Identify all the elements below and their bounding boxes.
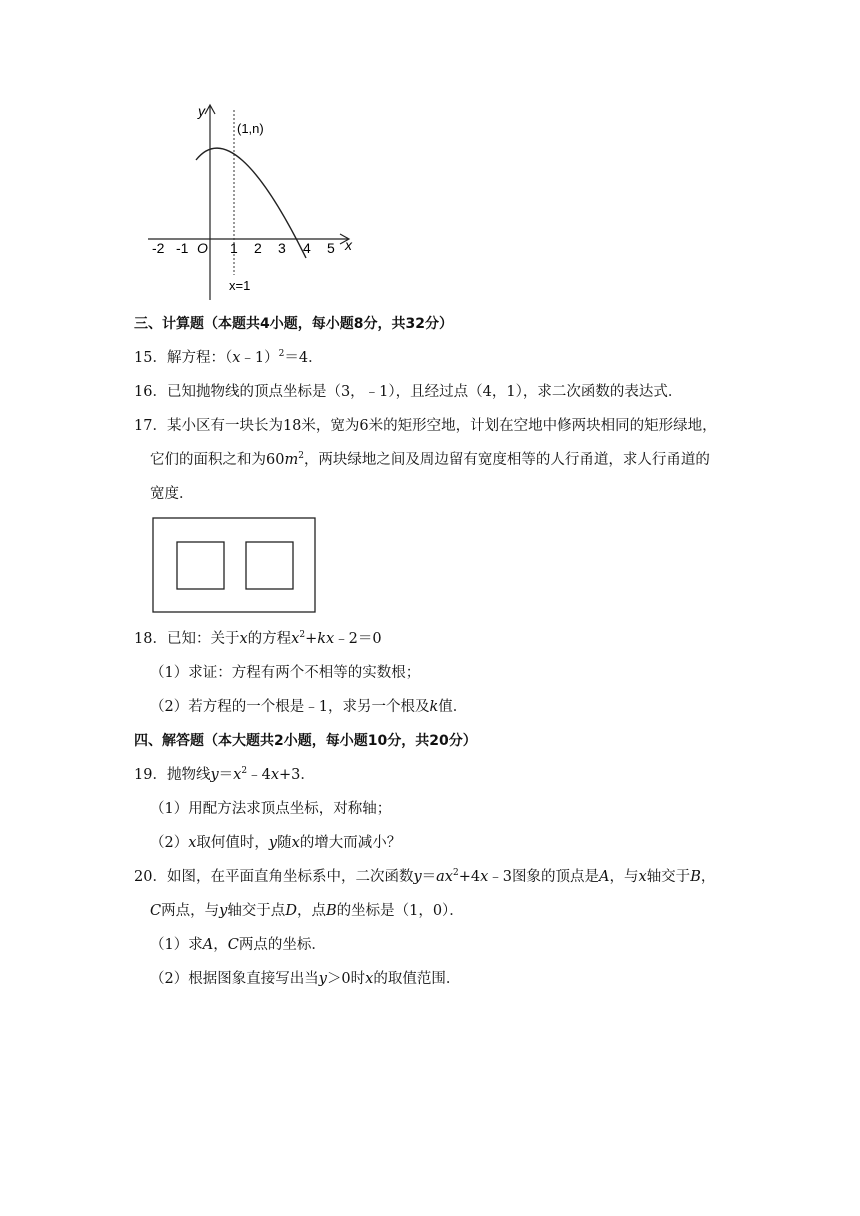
question-19-part-1: （1）用配方法求顶点坐标，对称轴； bbox=[150, 801, 392, 817]
x-tick-label: -2 bbox=[152, 240, 165, 256]
x-tick-label: 5 bbox=[327, 240, 335, 256]
question-20-part-2: （2）根据图象直接写出当y＞0时x的取值范围． bbox=[150, 971, 461, 987]
symmetry-label: x=1 bbox=[229, 278, 251, 293]
green-plot-left bbox=[177, 542, 224, 589]
question-15: 15．解方程：（x﹣1）$^2$＝4． bbox=[134, 349, 323, 366]
question-20-part-1: （1）求A，C两点的坐标． bbox=[150, 937, 326, 953]
vertex-label: (1,n) bbox=[237, 121, 264, 136]
question-20-line-1: 20．如图，在平面直角坐标系中，二次函数$y=ax^2+4x﹣3$图象的顶点是A，与x轴交于B， bbox=[134, 868, 716, 885]
rectangle-diagram bbox=[152, 517, 318, 615]
question-16: 16．已知抛物线的顶点坐标是（3，﹣1），且经过点（4，1），求二次函数的表达式． bbox=[134, 384, 683, 400]
section-four-heading: 四、解答题（本大题共2小题，每小题10分，共20分） bbox=[134, 733, 477, 749]
question-19-part-2: （2）x取何值时，y随x的增大而减小？ bbox=[150, 835, 402, 851]
parabola-graph bbox=[140, 100, 360, 300]
origin-label: O bbox=[197, 240, 208, 256]
question-17-line-1: 17．某小区有一块长为18米，宽为6米的矩形空地，计划在空地中修两块相同的矩形绿地， bbox=[134, 418, 717, 434]
question-18-part-2: （2）若方程的一个根是﹣1，求另一个根及k值． bbox=[150, 699, 468, 715]
question-17-line-3: 宽度． bbox=[150, 486, 194, 502]
x-tick-label: -1 bbox=[176, 240, 189, 256]
question-17-line-2: 它们的面积之和为$60m^2$，两块绿地之间及周边留有宽度相等的人行甬道，求人行甬道的 bbox=[150, 451, 710, 468]
question-20-line-2: C两点，与y轴交于点D，点B的坐标是（1，0）． bbox=[150, 903, 464, 919]
parabola-curve bbox=[196, 148, 306, 258]
question-19: 19．抛物线$y=x^2﹣4x+3$． bbox=[134, 766, 315, 783]
x-tick-label: 4 bbox=[303, 240, 311, 256]
green-plot-right bbox=[246, 542, 293, 589]
x-tick-label: 2 bbox=[254, 240, 262, 256]
x-axis-label: x bbox=[345, 237, 352, 253]
x-tick-label: 1 bbox=[230, 240, 238, 256]
section-three-heading: 三、计算题（本题共4小题，每小题8分，共32分） bbox=[134, 316, 453, 332]
question-18-part-1: （1）求证：方程有两个不相等的实数根； bbox=[150, 665, 421, 681]
y-axis-label: y bbox=[198, 103, 205, 119]
question-18: 18．已知：关于x的方程$x^2+kx﹣2=0$ bbox=[134, 630, 382, 647]
x-tick-label: 3 bbox=[278, 240, 286, 256]
